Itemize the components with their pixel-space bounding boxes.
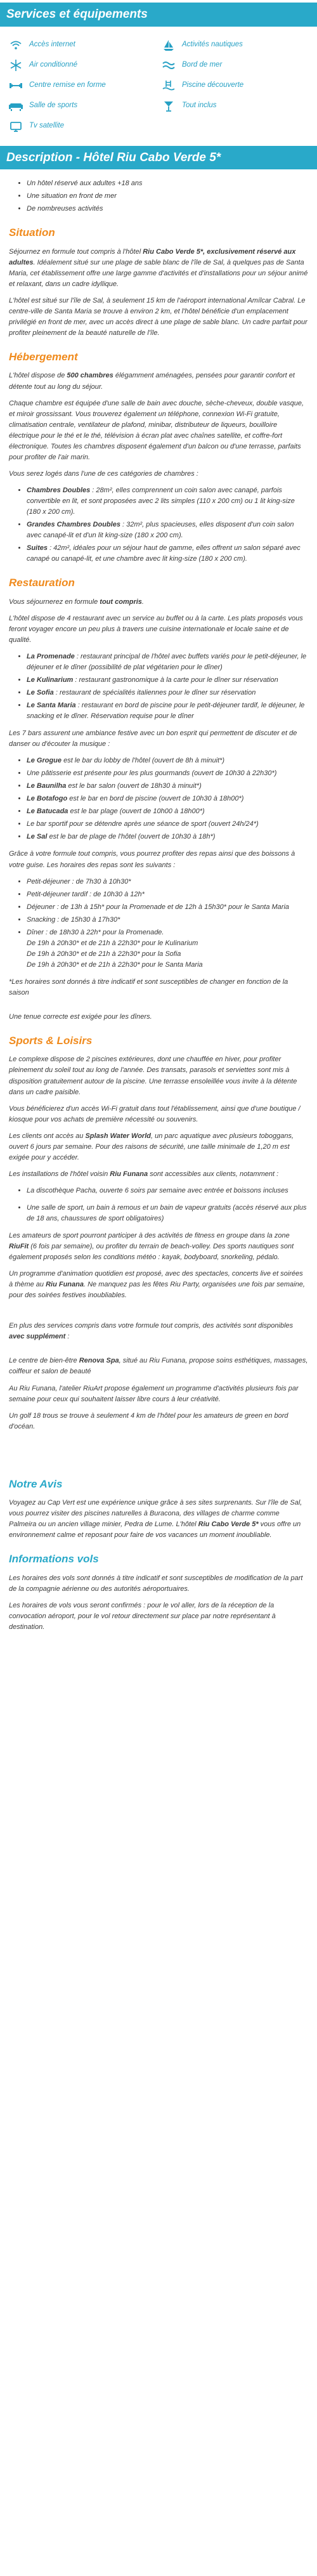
text-span: , un parc aquatique avec plusieurs toboggans, ouvert 6 jours par semaine. Pour des raisons de sécurité, une taille minimale de 1,20 m est exigée pour y accéder. xyxy=(9,1132,294,1161)
restaurant-text: : restaurant gastronomique à la carte pour le dîner sur réservation xyxy=(73,676,278,684)
room-text: : 32m², plus spacieuses, elles disposent d'un coin salon avec canapé-lit et d'un lit king-size (180 x 200 cm). xyxy=(27,521,294,540)
sports-paragraph xyxy=(9,1131,308,1163)
sports-paragraph xyxy=(9,1321,308,1342)
service-tv xyxy=(9,119,155,133)
satellite-icon xyxy=(9,119,23,133)
avis-paragraph xyxy=(9,1498,308,1541)
bold-span: Riu Cabo Verde 5* xyxy=(198,1520,259,1529)
bold-span: Riu Funana xyxy=(46,1281,84,1289)
bold-span: 500 chambres xyxy=(67,372,113,380)
text-span: Un programme d'animation quotidien est proposé, avec des spectacles, concerts live et soirées à thème au xyxy=(9,1270,303,1289)
list-item: • Une salle de sport, un bain à remous et un bain de vapeur gratuits (accès réservé aux plus de 18 ans, chaussures de sport obligatoires) xyxy=(27,1203,308,1224)
restauration-paragraph: L'hôtel dispose de 4 restaurant avec un service au buffet ou à la carte. Les plats proposés vous feront voyager encore un peu plus à travers une cuisine internationale et locale saine et de qualité. xyxy=(9,614,303,644)
list-item xyxy=(27,794,308,804)
bold-span: Riu Cabo Verde 5*, exclusivement réservé aux adultes xyxy=(9,247,296,266)
text-span: En plus des services compris dans votre formule tout compris, des activités sont disponibles xyxy=(9,1322,294,1330)
text-span: . xyxy=(141,598,144,606)
restaurant-name: Le Santa Maria xyxy=(27,701,76,709)
text-span: . Idéalement situé sur une plage de sable blanc de l'île de Sal, à quelques pas de Santa Maria, cet établissement offre une large gamme d'activités et d'installations pour un séjour animé et relaxant, dans un cadre idyllique. xyxy=(9,258,308,288)
hebergement-paragraph xyxy=(9,370,308,392)
room-text: : 42m², idéales pour un séjour haut de gamme, elles offrent un salon séparé avec canapé ou canapé-lit, et une chambre avec lit king-size (180 x 200 cm). xyxy=(27,544,301,563)
list-item xyxy=(27,520,308,541)
list-item: • Un hôtel réservé aux adultes +18 ans xyxy=(27,178,308,189)
restauration-heading: Restauration xyxy=(9,577,75,589)
text-span: . Ne manquez pas les fêtes Riu Party, organisées une fois par semaine, pour des soirées festives inoubliables. xyxy=(9,1281,305,1300)
restaurant-name: La Promenade xyxy=(27,652,75,660)
wifi-icon xyxy=(9,38,23,52)
sports-paragraph: Un golf 18 trous se trouve à seulement 4 km de l'hôtel pour les amateurs de green en bord d'océan. xyxy=(9,1411,288,1430)
cocktail-icon xyxy=(162,99,176,113)
service-piscine xyxy=(162,79,308,93)
service-nautique xyxy=(162,38,308,52)
text-span: (6 fois par semaine), ou profiter du terrain de beach-volley. Des sports nautiques sont également proposés selon les conditions météo : kayak, bodyboard, snorkeling, pédalo. xyxy=(9,1243,294,1262)
fitness-icon xyxy=(9,79,23,93)
service-sports xyxy=(9,99,155,113)
list-item: • La discothèque Pacha, ouverte 6 soirs par semaine avec entrée et boissons incluses xyxy=(27,1186,308,1196)
service-label: Air conditionné xyxy=(29,60,78,69)
bold-span: Splash Water World xyxy=(85,1132,151,1140)
bar-text: Une pâtisserie est présente pour les plus gourmands (ouvert de 10h30 à 22h30*) xyxy=(27,769,277,778)
sports-paragraph: Le complexe dispose de 2 piscines extérieures, dont une chauffée en hiver, pour profiter pleinement du soleil tout au long de l'année. Des transats, parasols et serviettes sont mis à disposition gratuitement autour de la piscine. Une terrasse ensoleillée vous invite à la détente dans un cadre paisible. xyxy=(9,1056,297,1096)
restauration-note: *Les horaires sont donnés à titre indicatif et sont susceptibles de changer en fonction de la saison xyxy=(9,977,288,997)
list-item: • Petit-déjeuner tardif : de 10h30 à 12h* xyxy=(27,889,308,900)
list-item xyxy=(27,819,308,830)
list-item: • Snacking : de 15h30 à 17h30* xyxy=(27,915,308,925)
rooms-list xyxy=(9,485,308,565)
meals-list xyxy=(9,877,308,971)
bold-span: avec supplément xyxy=(9,1333,66,1341)
list-item: • Dîner : de 18h30 à 22h* pour la Promenade. De 19h à 20h30* et de 21h à 22h30* pour le Kulinarium De 19h à 20h30* et de 21h à 22h30* pour la Sofia De 19h à 20h30* et de 21h à 22h30* pour le Santa Maria xyxy=(27,927,308,971)
text-span: , situé au Riu Funana, propose soins esthétiques, massages, coiffeur et salon de beauté xyxy=(9,1357,308,1376)
list-item: • Petit-déjeuner : de 7h30 à 10h30* xyxy=(27,877,308,887)
infos-heading: Informations vols xyxy=(9,1553,99,1566)
infos-paragraph: Les horaires des vols sont donnés à titre indicatif et sont susceptibles de modification de la part de la compagnie aérienne ou des autorités aéroportuaires. xyxy=(9,1574,303,1593)
text-span: Les amateurs de sport pourront participer à des activités de fitness en groupe dans la zone xyxy=(9,1232,290,1240)
room-name: Grandes Chambres Doubles xyxy=(27,521,120,529)
bars-list xyxy=(9,755,308,842)
situation-heading: Situation xyxy=(9,226,55,239)
restaurant-text: : restaurant principal de l'hôtel avec buffets variés pour le petit-déjeuner, le déjeuner et le dîner (possibilité de plat végétarien pour le dîner) xyxy=(27,652,307,671)
sports-paragraph: Au Riu Funana, l'atelier RiuArt propose également un programme d'activités plusieurs fois par semaine pour ceux qui souhaitent laisser libre cours à leur créativité. xyxy=(9,1384,299,1403)
text-span: Les clients ont accès au xyxy=(9,1132,86,1140)
bold-span: Riu Funana xyxy=(110,1170,148,1178)
text-span: vous offre un environnement calme et reposant pour faire de vos vacances un moment inoubliable. xyxy=(9,1520,301,1540)
service-clim xyxy=(9,58,155,72)
restaurant-text: : restaurant de spécialités italiennes pour le dîner sur réservation xyxy=(53,688,256,696)
service-label: Bord de mer xyxy=(182,60,223,69)
list-item xyxy=(27,806,308,817)
list-item: • De nombreuses activités xyxy=(27,204,308,214)
services-title: Services et équipements xyxy=(0,3,317,27)
restauration-paragraph xyxy=(9,597,308,608)
content xyxy=(0,178,317,1633)
list-item xyxy=(27,651,308,673)
restauration-paragraph: Grâce à votre formule tout compris, vous pourrez profiter des repas ainsi que des boissons à votre guise. Les horaires des repas sont les suivants : xyxy=(9,850,295,869)
bold-span: Renova Spa xyxy=(79,1357,119,1365)
bar-text: est le bar de plage de l'hôtel (ouvert de 10h30 à 18h*) xyxy=(47,833,216,841)
service-label: Tout inclus xyxy=(182,101,217,109)
list-item xyxy=(27,688,308,698)
bar-name: Le Grogue xyxy=(27,757,62,765)
service-label: Tv satellite xyxy=(29,121,64,129)
bold-span: tout compris xyxy=(100,598,142,606)
service-label: Centre remise en forme xyxy=(29,81,106,89)
restauration-dress: Une tenue correcte est exigée pour les dîners. xyxy=(9,1013,152,1021)
text-span: Le centre de bien-être xyxy=(9,1357,79,1365)
restaurant-name: Le Sofia xyxy=(27,688,54,696)
text-span: sont accessibles aux clients, notamment : xyxy=(148,1170,279,1178)
bar-text: Le bar sportif pour se détendre après une séance de sport (ouvert 24h/24*) xyxy=(27,820,259,828)
hebergement-heading: Hébergement xyxy=(9,351,78,363)
sports-paragraph xyxy=(9,1269,308,1301)
text-span: Les installations de l'hôtel voisin xyxy=(9,1170,110,1178)
wave-icon xyxy=(162,58,176,72)
description-title: Description - Hôtel Riu Cabo Verde 5* xyxy=(0,146,317,170)
list-item xyxy=(27,700,308,722)
text-span: Vous séjournerez en formule xyxy=(9,598,100,606)
sports-paragraph xyxy=(9,1169,308,1180)
service-label: Activités nautiques xyxy=(182,40,243,48)
text-span: L'hôtel dispose de xyxy=(9,372,67,380)
highlights-list xyxy=(9,178,308,214)
list-item xyxy=(27,755,308,766)
restaurant-text: : restaurant en bord de piscine pour le petit-déjeuner tardif, le déjeuner, le snacking et le dîner. Réservation requise pour le dîner xyxy=(27,701,305,720)
situation-paragraph xyxy=(9,247,308,290)
restaurant-name: Le Kulinarium xyxy=(27,676,74,684)
bold-span: RiuFit xyxy=(9,1243,29,1251)
service-label: Salle de sports xyxy=(29,101,78,109)
sports-paragraph xyxy=(9,1231,308,1263)
room-name: Suites xyxy=(27,544,48,552)
room-name: Chambres Doubles xyxy=(27,486,91,494)
sports-paragraph: Vous bénéficierez d'un accès Wi-Fi gratuit dans tout l'établissement, ainsi que d'une boutique / kiosque pour vos achats de première nécessité ou souvenirs. xyxy=(9,1104,301,1123)
restauration-paragraph: Les 7 bars assurent une ambiance festive avec un bon esprit qui permettent de discuter et de danser ou d'écouter la musique : xyxy=(9,729,297,749)
list-item xyxy=(27,485,308,518)
sports-heading: Sports & Loisirs xyxy=(9,1035,93,1047)
bar-text: est le bar en bord de piscine (ouvert de 10h30 à 18h00*) xyxy=(67,795,244,803)
service-label: Accès internet xyxy=(29,40,75,48)
bar-name: Le Botafogo xyxy=(27,795,68,803)
bar-text: est le bar plage (ouvert de 10h00 à 18h00*) xyxy=(68,807,205,816)
pool-icon xyxy=(162,79,176,93)
list-item xyxy=(27,781,308,792)
bar-name: Le Baunilha xyxy=(27,782,67,790)
service-forme xyxy=(9,79,155,93)
service-label: Piscine découverte xyxy=(182,81,244,89)
service-mer xyxy=(162,58,308,72)
sailboat-icon xyxy=(162,38,176,52)
list-item: • Une situation en front de mer xyxy=(27,191,308,202)
bar-name: Le Batucada xyxy=(27,807,68,816)
bar-name: Le Sal xyxy=(27,833,48,841)
text-span: élégamment aménagées, pensées pour garantir confort et détente tout au long du séjour. xyxy=(9,372,295,391)
situation-paragraph: L'hôtel est situé sur l'île de Sal, à seulement 15 km de l'aéroport international Amílcar Cabral. Le centre-ville de Santa Maria se trouve à environ 2 km, et l'hôtel bénéficie d'un emplacement privilégié en front de mer, avec un accès direct à une plage de sable blanc. Un cadre parfait pour profiter pleinement de la beauté naturelle de l'île. xyxy=(9,296,307,337)
restaurants-list xyxy=(9,651,308,722)
room-text: : 28m², elles comprennent un coin salon avec canapé, parfois convertible en lit, et sont proposées avec 2 lits simples (110 x 200 cm) ou 1 lit king-size (180 x 200 cm). xyxy=(27,486,295,516)
list-item xyxy=(27,543,308,565)
sports-paragraph xyxy=(9,1356,308,1377)
funana-list xyxy=(9,1186,308,1224)
sofa-icon xyxy=(9,99,23,113)
text-span: : xyxy=(65,1333,70,1341)
hebergement-paragraph: Chaque chambre est équipée d'une salle de bain avec douche, sèche-cheveux, double vasque, et miroir grossissant. Vous trouverez également un téléphone, connexion Wi-Fi gratuite, climatisation centrale, ventilateur de plafond, minibar, distributeur de liqueurs, bouilloire électrique pour le thé et le thé, télévision à écran plat avec chaînes satellite, et coffre-fort électronique. Toutes les chambres disposent également d'un balcon ou d'une terrasse, parfaits pour profiter de l'air marin. xyxy=(9,399,304,461)
list-item: • Déjeuner : de 13h à 15h* pour la Promenade et de 12h à 15h30* pour le Santa Maria xyxy=(27,902,308,913)
text-span: Voyagez au Cap Vert est une expérience unique grâce à ses sites surprenants. Sur l'île de Sal, vous pourrez visiter des piscines naturelles à Buracona, des villages de charme comme Palmeira ou un ancien village minier, Pedra de Lume. L'hôtel xyxy=(9,1499,302,1529)
list-item xyxy=(27,832,308,842)
bar-text: est le bar salon (ouvert de 18h30 à minuit*) xyxy=(66,782,202,790)
snowflake-icon xyxy=(9,58,23,72)
text-span: Séjournez en formule tout compris à l'hôtel xyxy=(9,247,143,256)
hebergement-paragraph: Vous serez logés dans l'une de ces catégories de chambres : xyxy=(9,469,198,478)
service-tout-inclus xyxy=(162,99,308,113)
services-grid xyxy=(0,36,317,146)
list-item xyxy=(27,675,308,686)
bar-text: est le bar du lobby de l'hôtel (ouvert de 8h à minuit*) xyxy=(61,757,225,765)
avis-heading: Notre Avis xyxy=(9,1477,63,1490)
service-internet xyxy=(9,38,155,52)
list-item xyxy=(27,768,308,779)
infos-paragraph: Les horaires de vols vous seront confirmés : pour le vol aller, lors de la réception de la convocation aéroport, pour le vol retour directement sur place par notre représentant à destination. xyxy=(9,1601,276,1631)
